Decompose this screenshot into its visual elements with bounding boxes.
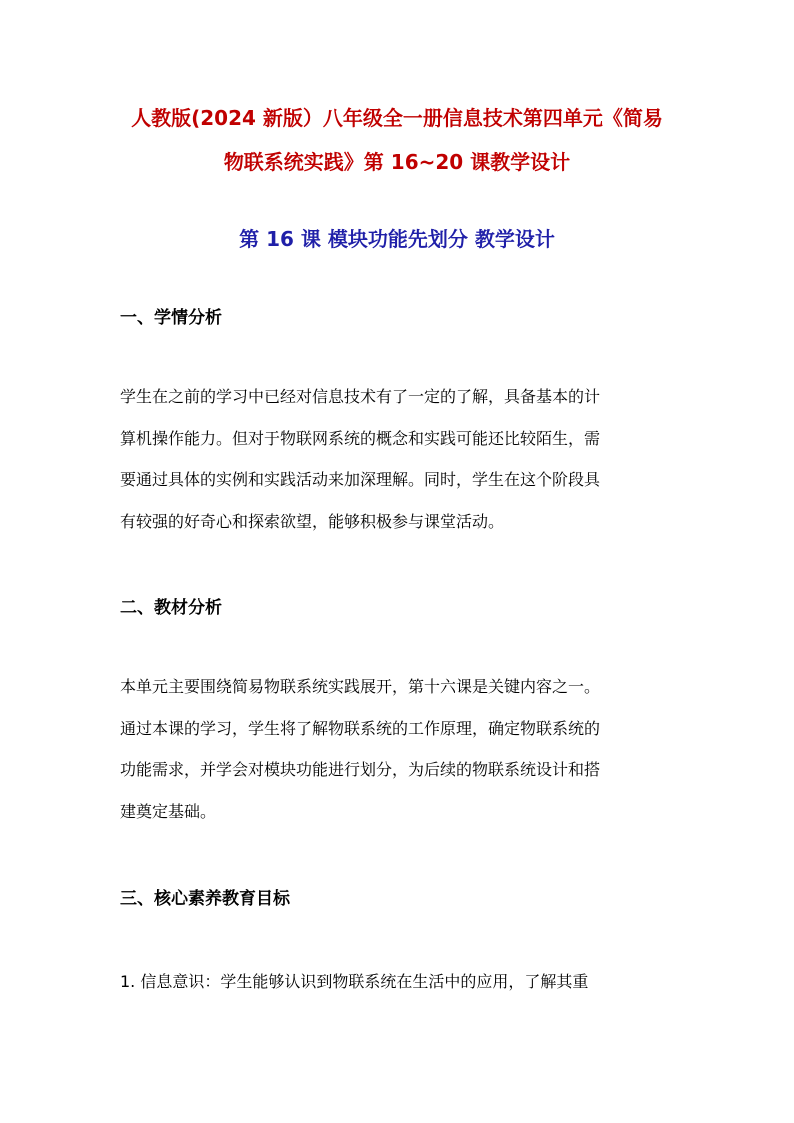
- section-paragraph-textbook-analysis: [120, 666, 680, 832]
- section-heading-core-literacy-goals: 三、核心素养教育目标: [120, 889, 290, 909]
- paragraph-line: 学生在之前的学习中已经对信息技术有了一定的了解，具备基本的计: [120, 387, 601, 406]
- paragraph-line: 功能需求，并学会对模块功能进行划分，为后续的物联系统设计和搭: [120, 760, 601, 779]
- document-title-line-2: 物联系统实践》第 16~20 课教学设计: [223, 150, 571, 174]
- document-title-line-1: 人教版(2024 新版）八年级全一册信息技术第四单元《简易: [131, 106, 663, 130]
- section-paragraph-learning-analysis: [120, 376, 680, 542]
- document-title: [100, 103, 694, 177]
- section-heading-learning-analysis: 一、学情分析: [120, 308, 222, 328]
- paragraph-line: 通过本课的学习，学生将了解物联系统的工作原理，确定物联系统的: [120, 718, 601, 738]
- paragraph-line: 本单元主要围绕简易物联系统实践展开，第十六课是关键内容之一。: [120, 677, 601, 696]
- section-heading-textbook-analysis: 二、教材分析: [120, 598, 222, 618]
- paragraph-line: 1. 信息意识：学生能够认识到物联系统在生活中的应用，了解其重: [120, 972, 589, 991]
- lesson-title: 第 16 课 模块功能先划分 教学设计: [239, 227, 555, 251]
- paragraph-line: 建奠定基础。: [120, 801, 217, 821]
- paragraph-line: 有较强的好奇心和探索欲望，能够积极参与课堂活动。: [120, 511, 505, 531]
- paragraph-line: 算机操作能力。但对于物联网系统的概念和实践可能还比较陌生，需: [120, 428, 601, 448]
- section-paragraph-core-literacy-goals: [120, 961, 680, 1003]
- paragraph-line: 要通过具体的实例和实践活动来加深理解。同时，学生在这个阶段具: [120, 470, 601, 489]
